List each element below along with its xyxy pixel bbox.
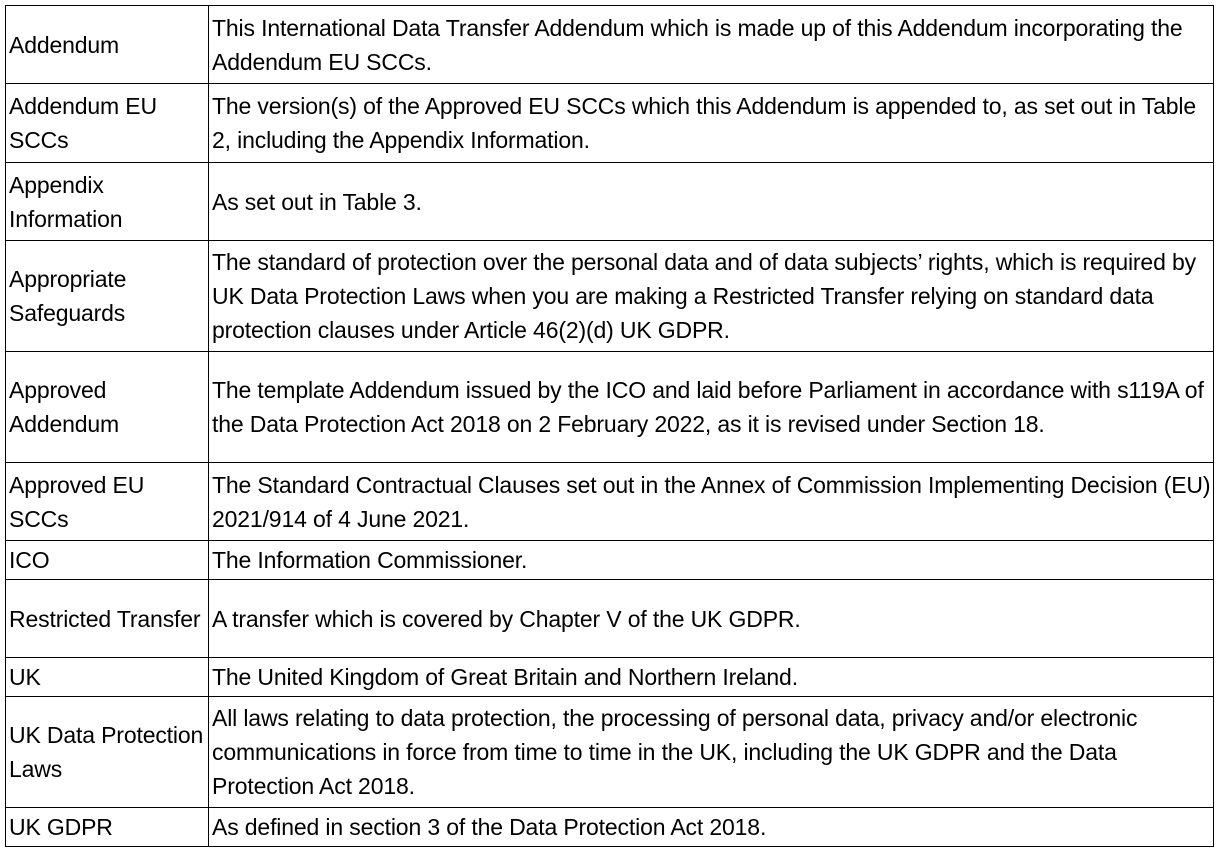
term-cell: Approved Addendum [6, 352, 209, 463]
term-cell: Appendix Information [6, 163, 209, 241]
table-row [6, 163, 1214, 241]
term-cell: Approved EU SCCs [6, 463, 209, 541]
term-cell: ICO [6, 541, 209, 580]
table-row [6, 241, 1214, 352]
term-cell: UK GDPR [6, 808, 209, 847]
definition-cell: The Standard Contractual Clauses set out in the Annex of Commission Implementing Decision (EU) 2021/914 of 4 June 2021. [209, 463, 1214, 541]
definition-cell: All laws relating to data protection, the processing of personal data, privacy and/or electronic communications in force from time to time in the UK, including the UK GDPR and the Data Protection Act 2018. [209, 697, 1214, 808]
table-row [6, 541, 1214, 580]
table-row [6, 6, 1214, 84]
table-row [6, 352, 1214, 463]
table-row [6, 463, 1214, 541]
definition-cell: The United Kingdom of Great Britain and Northern Ireland. [209, 658, 1214, 697]
definition-cell: The template Addendum issued by the ICO and laid before Parliament in accordance with s119A of the Data Protection Act 2018 on 2 February 2022, as it is revised under Section 18. [209, 352, 1214, 463]
table-row [6, 580, 1214, 658]
term-cell: Addendum EU SCCs [6, 84, 209, 163]
definition-cell: The Information Commissioner. [209, 541, 1214, 580]
definition-cell: As set out in Table 3. [209, 163, 1214, 241]
definition-cell: The standard of protection over the personal data and of data subjects’ rights, which is required by UK Data Protection Laws when you are making a Restricted Transfer relying on standard data protection clauses under Article 46(2)(d) UK GDPR. [209, 241, 1214, 352]
table-row [6, 84, 1214, 163]
term-cell: Appropriate Safeguards [6, 241, 209, 352]
definition-cell: As defined in section 3 of the Data Protection Act 2018. [209, 808, 1214, 847]
table-row [6, 658, 1214, 697]
definitions-table [5, 5, 1214, 847]
term-cell: UK [6, 658, 209, 697]
table-row [6, 808, 1214, 847]
term-cell: UK Data Protection Laws [6, 697, 209, 808]
definition-cell: The version(s) of the Approved EU SCCs which this Addendum is appended to, as set out in Table 2, including the Appendix Information. [209, 84, 1214, 163]
definition-cell: A transfer which is covered by Chapter V of the UK GDPR. [209, 580, 1214, 658]
definition-cell: This International Data Transfer Addendum which is made up of this Addendum incorporating the Addendum EU SCCs. [209, 6, 1214, 84]
term-cell: Addendum [6, 6, 209, 84]
table-row [6, 697, 1214, 808]
term-cell: Restricted Transfer [6, 580, 209, 658]
